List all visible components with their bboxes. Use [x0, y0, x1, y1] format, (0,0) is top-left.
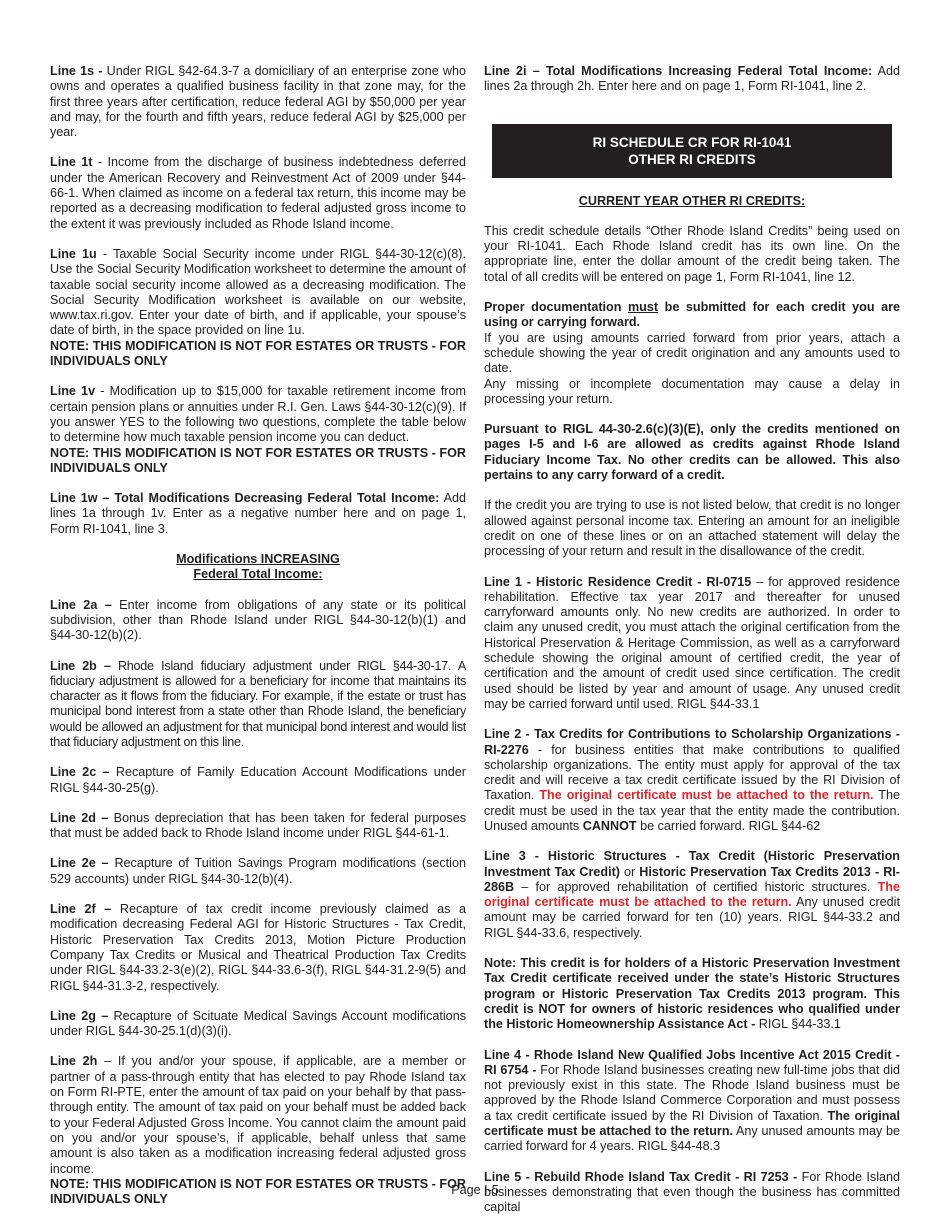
line-1v-note: NOTE: THIS MODIFICATION IS NOT FOR ESTATES OR TRUSTS - FOR INDIVIDUALS ONLY: [50, 445, 466, 475]
line-2c: Line 2c – Recapture of Family Education Account Modifications under RIGL §44-30-25(g).: [50, 765, 466, 795]
documentation-paragraph: Proper documentation must be submitted for each credit you are using or carrying forward. If you are using amounts carried forward from prior years, attach a schedule showing the year of credit origination and any amounts used to date. Any missing or incomplete documentation may cause a delay in processing your return.: [484, 300, 900, 406]
line-2d: Line 2d – Bonus depreciation that has been taken for federal purposes that must be added back to Rhode Island income under RIGL §44-61-1.: [50, 810, 466, 841]
line-2h-note: NOTE: THIS MODIFICATION IS NOT FOR ESTATES OR TRUSTS - FOR INDIVIDUALS ONLY: [50, 1176, 466, 1207]
banner-subtitle: OTHER RI CREDITS: [628, 151, 756, 167]
credit-line-3-note: Note: This credit is for holders of a Historic Preservation Investment Tax Credit certificate received under the state’s Historic Structures program or Historic Preservation Tax Credits 2013 program. This credit is NOT for owners of historic residences who qualified under the Historic Homeownership Assistance Act - RIGL §44-33.1: [484, 956, 900, 1032]
credit-line-4: Line 4 - Rhode Island New Qualified Jobs Incentive Act 2015 Credit - RI 6754 - For Rhode Island businesses creating new full-time jobs that did not previously exist in this state. The Rhode Island business must be approved by the Rhode Island Commerce Corporation and must possess a tax credit certificate issued by the RI Division of Taxation. The original certificate must be attached to the return. Any unused amounts may be carried forward for 4 years. RIGL §44-48.3: [484, 1047, 901, 1154]
pursuant-paragraph: Pursuant to RIGL 44-30-2.6(c)(3)(E), only the credits mentioned on pages I-5 and I-6 are allowed as credits against Rhode Island Fiduciary Income Tax. No other credits can be allowed. This also pertains to any carry forward of a credit.: [484, 422, 900, 483]
page-number: Page I-5: [451, 1183, 499, 1197]
section-heading-increasing: Modifications INCREASING Federal Total Income:: [176, 552, 340, 582]
line-1u-note: NOTE: THIS MODIFICATION IS NOT FOR ESTATES OR TRUSTS - FOR INDIVIDUALS ONLY: [50, 338, 466, 369]
not-listed-paragraph: If the credit you are trying to use is not listed below, that credit is no longer allowed against personal income tax. Entering an amount for an ineligible credit on one of these lines or on an attached statement will delay the processing of your return and result in the disallowance of the credit.: [484, 498, 900, 559]
line-2b: Line 2b – Rhode Island fiduciary adjustment under RIGL §44-30-17. A fiduciary adjustment is allowed for a beneficiary for income that maintains its character as it flows from the fiduciary. For example, if the estate or trust has municipal bond interest from a state other than Rhode Island, the beneficiary would be allowed an adjustment for that municipal bond interest and would list that fiduciary adjustment on this line.: [50, 658, 466, 749]
line-2e: Line 2e – Recapture of Tuition Savings Program modifications (section 529 accounts) under RIGL §44-30-12(b)(4).: [50, 856, 466, 886]
intro-paragraph: This credit schedule details “Other Rhode Island Credits” being used on your RI-1041. Each Rhode Island credit has its own line. On the appropriate line, enter the dollar amount of the credit being taken. The total of all credits will be entered on page 1, Form RI-1041, line 12.: [484, 223, 900, 284]
line-1w: Line 1w – Total Modifications Decreasing Federal Total Income: Add lines 1a through 1v. Enter as a negative number here and on page 1, Form RI-1041, line 3.: [50, 491, 466, 536]
line-1t: Line 1t - Income from the discharge of business indebtedness deferred under the American Recovery and Reinvestment Act of 2009 under §44-66-1. When claimed as income on a federal tax return, this income may be reported as a decreasing modification to federal adjusted gross income to the extent it was previously included as Rhode Island income.: [50, 155, 466, 231]
line-2a: Line 2a – Enter income from obligations of any state or its political subdivision, other than Rhode Island under RIGL §44-30-12(b)(1) and §44-30-12(b)(2).: [50, 597, 466, 643]
right-column: [484, 64, 900, 1231]
line-1u: Line 1u - Taxable Social Security income under RIGL §44-30-12(c)(8). Use the Social Security Modification worksheet to determine the amount of taxable social security income allowed as a decreasing modification. The Social Security Modification worksheet is available on our website, www.tax.ri.gov. Enter your date of birth, and if applicable, your spouse’s date of birth, in the space provided on line 1u.: [50, 246, 466, 338]
line-1v: Line 1v - Modification up to $15,000 for taxable retirement income from certain pension plans or annuities under R.I. Gen. Laws §44-30-12(c)(9). If you answer YES to the following two questions, complete the table below to determine how much taxable pension income you can deduct.: [50, 384, 466, 445]
credit-line-5: Line 5 - Rebuild Rhode Island Tax Credit - RI 7253 - For Rhode Island businesses demonstrating that even though the business has committed capital: [484, 1169, 901, 1215]
schedule-cr-banner: [492, 124, 892, 178]
line-2i: Line 2i – Total Modifications Increasing Federal Total Income: Add lines 2a through 2h. Enter here and on page 1, Form RI-1041, line 2.: [484, 64, 900, 94]
banner-title: RI SCHEDULE CR FOR RI-1041: [592, 134, 792, 150]
line-2f: Line 2f – Recapture of tax credit income previously claimed as a modification decreasing Federal AGI for Historic Structures - Tax Credit, Historic Preservation Tax Credits 2013, Motion Picture Production Company Tax Credits or Musical and Theatrical Production Tax Credits under RIGL §44-33.2-3(e)(2), RIGL §44-33.6-3(f), RIGL §44-31.2-9(5) and RIGL §44-31.3-2, respectively.: [50, 902, 466, 993]
line-1s: Line 1s - Under RIGL §42-64.3-7 a domiciliary of an enterprise zone who owns and operates a qualified business facility in that zone may, for the first three years after certification, reduce federal AGI by $50,000 per year and may, for the fourth and fifth years, reduce federal AGI by $25,000 per year.: [50, 64, 466, 140]
line-2h: Line 2h – If you and/or your spouse, if applicable, are a member or partner of a pass-through entity that has elected to pay Rhode Island tax on Form RI-PTE, enter the amount of tax paid on your behalf by that pass-through entity. The amount of tax paid on your behalf must be added back to your Federal Adjusted Gross Income. You cannot claim the amount paid on you and/or your spouse’s, if applicable, behalf unless that same amount is also taken as a modification increasing federal adjusted gross income.: [50, 1054, 466, 1176]
credit-line-3: Line 3 - Historic Structures - Tax Credit (Historic Preservation Investment Tax Credit) or Historic Preservation Tax Credits 2013 - RI-286B – for approved rehabilitation of certified historic structures. The original certificate must be attached to the return. Any unused credit amount may be carried forward for ten (10) years. RIGL §44-33.2 and RIGL §44-33.6, respectively.: [484, 849, 900, 940]
credit-line-1: Line 1 - Historic Residence Credit - RI-0715 – for approved residence rehabilitation. Effective tax year 2017 and thereafter for unused carryforward amounts only. No new credits are authorized. In order to claim any unused credit, you must attach the original certification from the Historical Preservation & Heritage Commission, as well as a carryforward schedule showing the original amount of certified credit, the year of certification and the amount of credit used since certification. The credit used should be listed by year and amount of usage. Any unused credit may be carried forward until used. RIGL §44-33.1: [484, 574, 900, 711]
left-column: [50, 64, 466, 1222]
current-year-heading: CURRENT YEAR OTHER RI CREDITS:: [578, 193, 806, 208]
line-2g: Line 2g – Recapture of Scituate Medical Savings Account modifications under RIGL §44-30-25.1(d)(3)(i).: [50, 1008, 466, 1039]
credit-line-2: Line 2 - Tax Credits for Contributions to Scholarship Organizations - RI-2276 - for business entities that make contributions to qualified scholarship organizations. The entity must apply for approval of the tax credit and will receive a tax credit certificate issued by the RI Division of Taxation. The original certificate must be attached to the return. The credit must be used in the tax year that the entity made the contribution. Unused amounts CANNOT be carried forward. RIGL §44-62: [484, 727, 900, 833]
